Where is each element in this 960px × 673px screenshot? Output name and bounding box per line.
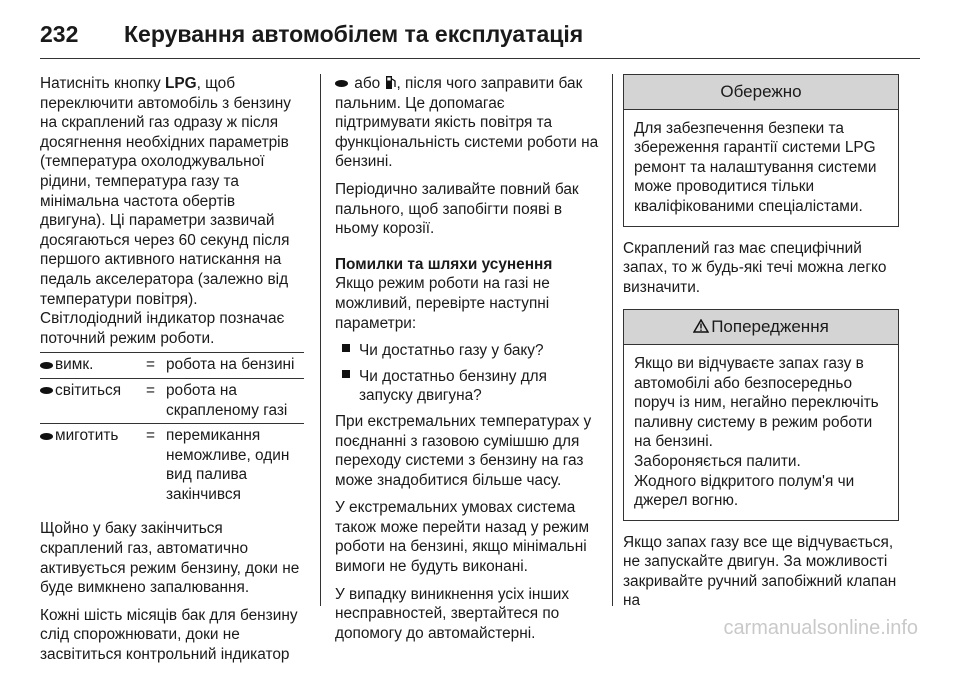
paragraph-extreme-temp: При екстремальних температурах у поєднанні з газовою сумішшю для переходу системи з бензину на газ може знадобитися більше часу. xyxy=(335,412,592,489)
column-1 xyxy=(40,74,304,673)
mode-row: світиться = робота на скрапленому газі xyxy=(40,379,304,424)
lpg-label: LPG xyxy=(164,75,197,92)
page-title: Керування автомобілем та експлуатація xyxy=(124,20,584,47)
indicator-dot-icon xyxy=(40,362,53,369)
warning-line: Забороняється палити. xyxy=(634,452,801,470)
paragraph-still-smell: Якщо запах газу все ще відчувається, не запускайте двигун. За можливості закривайте ручний запобіжний клапан на xyxy=(623,533,897,610)
mode-row: вимк. = робота на бензині xyxy=(40,353,304,379)
caution-text: Для забезпечення безпеки та збереження гарантії системи LPG ремонт та налаштування системи може проводитися тільки кваліфікованими спеціалістами. xyxy=(634,119,877,215)
caution-box xyxy=(623,74,899,227)
indicator-dot-icon xyxy=(335,80,348,87)
column-2 xyxy=(335,74,603,651)
warning-body xyxy=(624,345,898,520)
warning-box xyxy=(623,309,899,520)
warning-line: Якщо ви відчуваєте запах газу в автомобілі або безпосередньо поруч із ним, негайно переключіть паливну систему в режим роботи на бензині. xyxy=(634,354,879,451)
bullet-icon xyxy=(342,344,350,352)
paragraph-gas-empty: Щойно у баку закінчиться скраплений газ, автоматично активується режим бензину, доки не буде вимкнено запалювання. xyxy=(40,520,300,597)
paragraph-full-tank: Періодично заливайте повний бак пального, щоб запобігти появі в ньому корозії. xyxy=(335,180,579,238)
header-rule xyxy=(40,58,920,59)
watermark: carmanualsonline.info xyxy=(723,617,918,639)
paragraph-six-months: Кожні шість місяців бак для бензину слід спорожнювати, доки не засвітиться контрольний індикатор xyxy=(40,606,298,664)
column-divider xyxy=(320,74,321,606)
section-heading: Помилки та шляхи усунення xyxy=(335,255,553,273)
paragraph-gas-smell: Скраплений газ має специфічний запах, то ж будь-які течі можна легко визначити. xyxy=(623,239,887,296)
page-number: 232 xyxy=(40,20,79,47)
paragraph-indicator: Світлодіодний індикатор позначає поточний режим роботи. xyxy=(40,310,285,347)
indicator-dot-icon xyxy=(40,433,53,440)
paragraph-lpg-button: Натисніть кнопку LPG, щоб переключити автомобіль з бензину на скраплений газ одразу ж після досягнення необхідних параметрів (температура охолоджувальної рідини, температура газу та мінімальна частота обертів двигуна). Ці параметри зазвичай досягаються через 60 секунд після першого активного натискання на педаль акселератора (залежно від температури повітря). xyxy=(40,75,292,308)
page-header xyxy=(40,12,920,56)
warning-header xyxy=(624,310,898,345)
paragraph-workshop: У випадку виникнення усіх інших несправностей, звертайтеся по допомогу до автомайстерні. xyxy=(335,585,570,642)
indicator-dot-icon xyxy=(40,387,53,394)
paragraph-refuel: або , після чого заправити бак пальним. Це допомагає підтримувати якість повітря та функціональність системи роботи на бензині. xyxy=(335,75,599,171)
fuel-pump-icon xyxy=(385,75,397,90)
caution-title: Обережно xyxy=(624,75,898,110)
warning-title: Попередження xyxy=(711,317,829,337)
warning-triangle-icon xyxy=(693,319,709,333)
mode-row: миготить = перемикання неможливе, один вид палива закінчився xyxy=(40,424,304,507)
list-item: Чи достатньо газу у баку? xyxy=(335,341,603,361)
warning-line: Жодного відкритого полум'я чи джерел вогню. xyxy=(634,472,855,510)
list-item: Чи достатньо бензину для запуску двигуна? xyxy=(335,367,603,406)
bullet-icon xyxy=(342,370,350,378)
paragraph-extreme-conditions: У екстремальних умовах система також може перейти назад у режим роботи на бензині, якщо мінімальні вимоги не будуть виконані. xyxy=(335,499,590,576)
mode-table xyxy=(40,352,304,507)
column-divider xyxy=(612,74,613,606)
column-3 xyxy=(623,74,899,619)
paragraph-check: Якщо режим роботи на газі не можливий, перевірте наступні параметри: xyxy=(335,275,550,332)
